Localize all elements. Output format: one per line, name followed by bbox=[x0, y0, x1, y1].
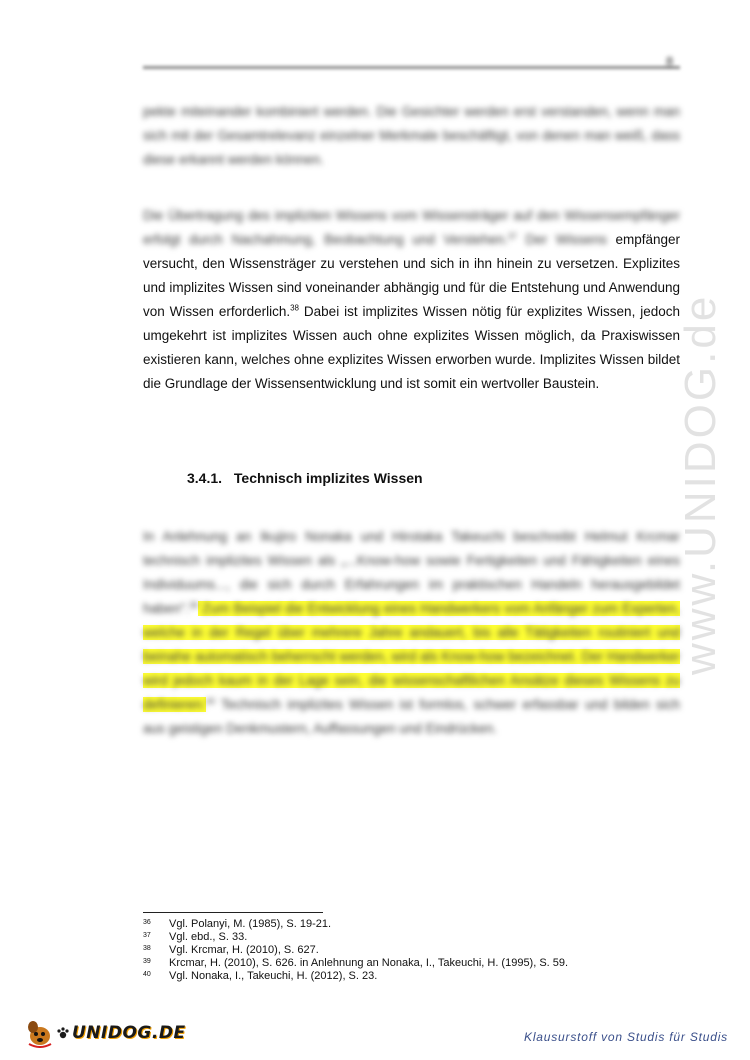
paragraph-1 bbox=[143, 100, 680, 172]
paragraph-2 bbox=[143, 204, 680, 396]
paragraph-3-blurred-a: In Anlehnung an Ikujiro Nonaka und Hirotaka Takeuchi beschreibt Helmut Krcmar technisch implizites Wissen als „...Know-how sowie Fertigkeiten und Fähigkeiten eines Individuums..., die sich durch Erfahrungen im praktischen Handeln herausgebildet haben". bbox=[143, 529, 680, 616]
highlighted-passage: Zum Beispiel die Entwicklung eines Handwerkers vom Anfänger zum Experten, welche in der Regel über mehrere Jahre andauert, bis alle Tätigkeiten routiniert und beinahe automatisch beherrscht werden, wird als Know-how bezeichnet. Der Handwerker wird jedoch kaum in der Lage sein, die wissenschaftlichen Ansätze dieses Wissens zu definieren. bbox=[143, 601, 680, 712]
footnote-text: Vgl. Nonaka, I., Takeuchi, H. (2012), S. 23. bbox=[169, 970, 378, 982]
footnote-number: 40 bbox=[143, 971, 151, 978]
footnote-39 bbox=[143, 957, 568, 970]
footer-tagline: Klausurstoff von Studis für Studis bbox=[524, 1030, 728, 1044]
dog-icon bbox=[24, 1018, 54, 1048]
unidog-logo bbox=[24, 1018, 186, 1048]
footnote-text: Vgl. ebd., S. 33. bbox=[169, 931, 248, 943]
footnote-38 bbox=[143, 944, 568, 957]
footnote-ref-39: 39 bbox=[189, 600, 198, 610]
paragraph-1-text: pekte miteinander kombiniert werden. Die Gesichter werden erst verstanden, wenn man sich mit der Gesamtrelevanz einzelner Merkmale beschäftigt, von denen man weiß, dass diese erkannt werden können. bbox=[143, 104, 680, 167]
header-rule bbox=[143, 66, 680, 69]
watermark-text: www.UNIDOG.de bbox=[676, 293, 725, 675]
footnote-number: 38 bbox=[143, 945, 151, 952]
footnote-number: 39 bbox=[143, 958, 151, 965]
footnote-37 bbox=[143, 931, 568, 944]
footnote-rule bbox=[143, 912, 323, 913]
section-number: 3.4.1. bbox=[187, 470, 223, 486]
section-title: Technisch implizites Wissen bbox=[233, 470, 423, 486]
footnote-text: Vgl. Polanyi, M. (1985), S. 19-21. bbox=[169, 918, 332, 930]
page-number: 8 bbox=[666, 54, 674, 69]
footnote-text: Vgl. Krcmar, H. (2010), S. 627. bbox=[169, 944, 319, 956]
paragraph-3-blurred-b: Technisch implizites Wissen ist formlos, schwer erfassbar und bilden sich aus geistigen Denkmustern, Auffassungen und Eindrücken. bbox=[143, 697, 680, 736]
footnote-ref-37: 37 bbox=[507, 231, 517, 241]
footnote-number: 37 bbox=[143, 932, 151, 939]
footnotes bbox=[143, 918, 568, 983]
footnote-ref-40: 40 bbox=[206, 696, 215, 706]
footnote-40 bbox=[143, 970, 568, 983]
footnote-number: 36 bbox=[143, 919, 151, 926]
section-heading bbox=[187, 470, 423, 486]
footnote-36 bbox=[143, 918, 568, 931]
paragraph-2-text-b: Dabei ist implizites Wissen nötig für explizites Wissen, jedoch umgekehrt ist implizites Wissen auch ohne explizites Wissen möglich, da Praxiswissen existieren kann, welches ohne explizites Wissen erworben wurde. Implizites Wissen bildet die Grundlage der Wissensentwicklung und ist somit ein wertvoller Baustein. bbox=[143, 304, 680, 391]
paragraph-2-blurred-b: Der Wissens bbox=[516, 232, 607, 247]
paw-icon bbox=[56, 1026, 70, 1040]
footnote-ref-38: 38 bbox=[290, 303, 300, 313]
paragraph-3 bbox=[143, 525, 680, 741]
logo-text: UNIDOG.DE bbox=[72, 1023, 186, 1043]
paragraph-2-blurred-a: Die Übertragung des impliziten Wissens vom Wissensträger auf den Wissensempfänger erfolgt durch Nachahmung, Beobachtung und Verstehen. bbox=[143, 208, 680, 247]
paragraph-2-text-a: empfänger versucht, den Wissensträger zu verstehen und sich in ihn hinein zu versetzen. Explizites und implizites Wissen sind voneinander abhängig und für die Entstehung und Anwendung von Wissen erforderlich. bbox=[143, 232, 680, 319]
footnote-text: Krcmar, H. (2010), S. 626. in Anlehnung an Nonaka, I., Takeuchi, H. (1995), S. 59. bbox=[169, 957, 569, 969]
